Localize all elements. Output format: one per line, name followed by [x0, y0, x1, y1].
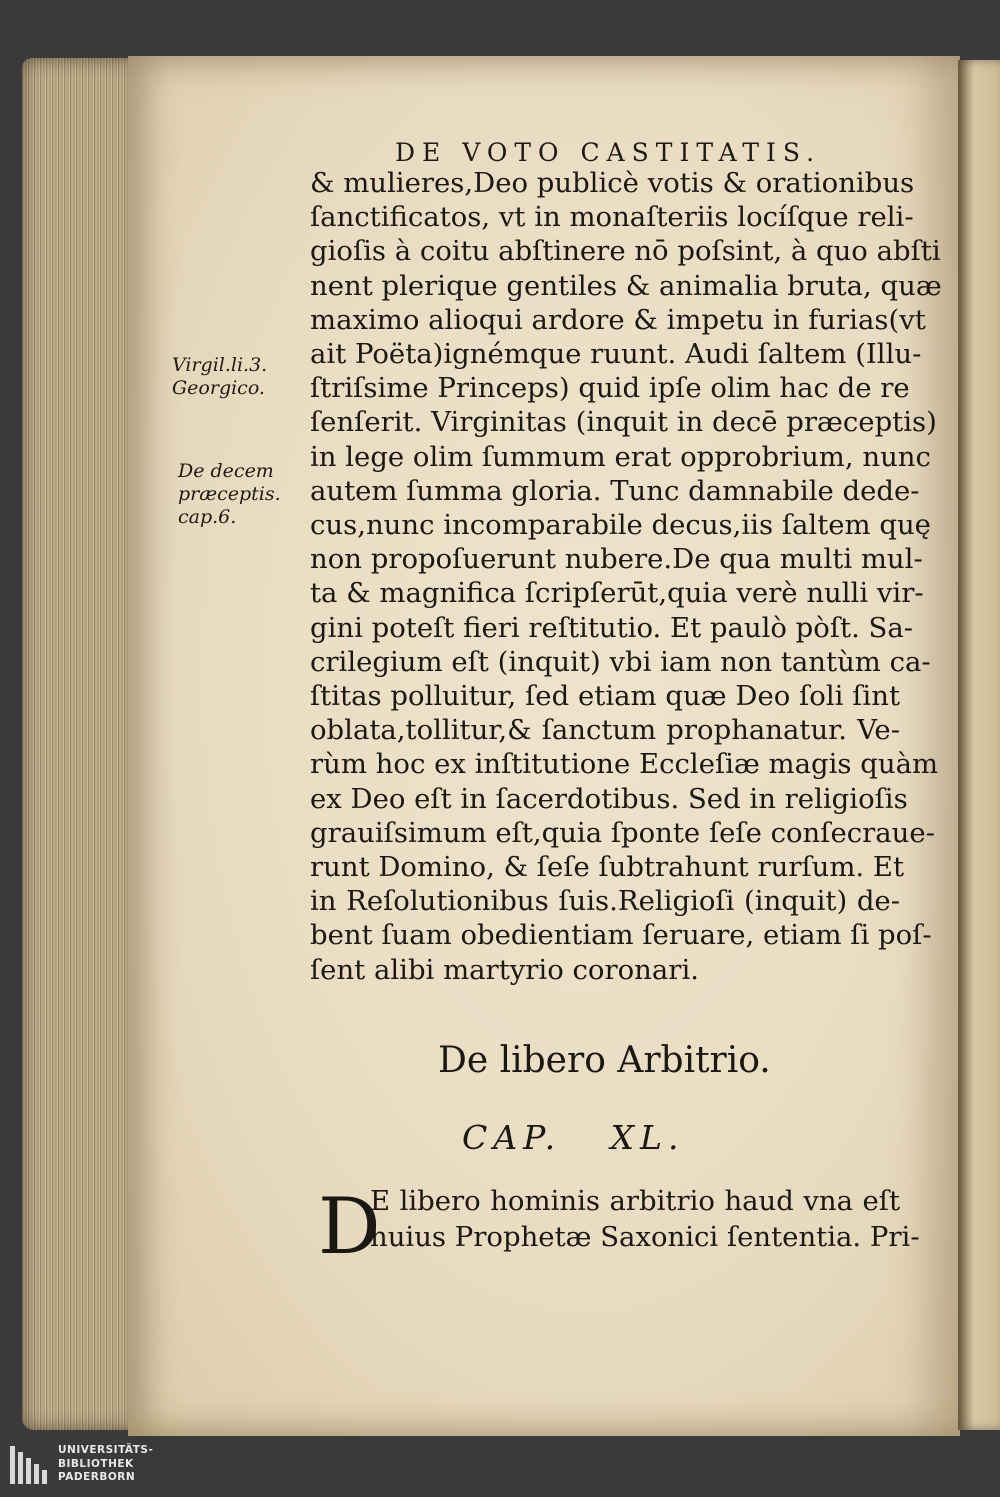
body-line: autem ſumma gloria. Tunc damnabile dede-: [310, 474, 920, 507]
logo-line: UNIVERSITÄTS-: [58, 1444, 154, 1456]
body-line: crilegium eſt (inquit) vbi iam non tantùm ca-: [310, 645, 931, 678]
margin-note-line: De decem: [178, 460, 274, 482]
library-logo-text: [58, 1444, 153, 1485]
body-line: non propoſuerunt nubere.De qua multi mul-: [310, 543, 923, 576]
body-line: rùm hoc ex inſtitutione Eccleſiæ magis quàm: [310, 748, 939, 781]
margin-note-line: cap.6.: [178, 506, 237, 528]
body-line: ait Poëta)ignémque ruunt. Audi ſaltem (Illu-: [310, 338, 922, 371]
body-line: bent ſuam obedientiam ſeruare, etiam ſi poſ-: [310, 919, 932, 952]
body-line: ſtitas polluitur, ſed etiam quæ Deo ſoli ſint: [310, 680, 900, 713]
body-line: oblata,tollitur,& ſanctum prophanatur. Ve-: [310, 714, 900, 747]
body-text: [310, 166, 942, 987]
logo-line: BIBLIOTHEK: [58, 1457, 134, 1470]
body-line: ſanctificatos, vt in monaſteriis locíſque reli-: [310, 201, 914, 234]
body-line: ex Deo eſt in ſacerdotibus. Sed in religioſis: [310, 782, 908, 815]
body-line: & mulieres,Deo publicè votis & orationibus: [310, 167, 915, 199]
body-line: runt Domino, & ſeſe ſubtrahunt rurſum. Et: [310, 851, 905, 884]
chapter-number: CAP. XL.: [462, 1118, 685, 1157]
margin-note-line: præceptis.: [178, 483, 281, 505]
library-logo-icon: [8, 1444, 52, 1486]
body-line: ta & magnifica ſcripſerūt,quia verè nulli vir-: [310, 577, 924, 610]
margin-note-line: Georgico.: [172, 377, 265, 399]
body-line: ſtriſsime Princeps) quid ipſe olim hac de re: [310, 372, 910, 405]
body-line: gini poteſt fieri reſtitutio. Et paulò pòſt. Sa-: [310, 611, 914, 644]
chapter-title: De libero Arbitrio.: [438, 1040, 771, 1081]
margin-note-line: Virgil.li.3.: [172, 354, 268, 376]
drop-cap: D: [318, 1182, 381, 1272]
body-line: gioſis à coitu abſtinere nō poſsint, à quo abſti: [310, 235, 941, 268]
running-head: DE VOTO CASTITATIS.: [395, 138, 822, 167]
body-line: ſenſerit. Virginitas (inquit in decē præceptis): [310, 406, 937, 439]
opening-line: huius Prophetæ Saxonici ſententia. Pri-: [370, 1221, 920, 1253]
library-logo: [8, 1442, 168, 1488]
body-line: cus,nunc incomparabile decus,iis ſaltem quę: [310, 509, 931, 542]
facing-page-edge: [958, 60, 1000, 1430]
opening-line: E libero hominis arbitrio haud vna eſt: [370, 1185, 900, 1217]
chapter-opening: [370, 1183, 920, 1255]
book-page-edge: [22, 58, 140, 1430]
margin-note-virgil: [172, 354, 267, 400]
logo-line: PADERBORN: [58, 1471, 136, 1483]
body-line: maximo alioqui ardore & impetu in furias(vt: [310, 303, 926, 336]
body-line: grauiſsimum eſt,quia ſponte ſeſe conſecraue-: [310, 816, 935, 849]
body-line: ſent alibi martyrio coronari.: [310, 953, 699, 986]
body-line: in lege olim ſummum erat opprobrium, nunc: [310, 440, 931, 473]
margin-note-decem: [178, 460, 281, 529]
body-line: nent plerique gentiles & animalia bruta, quæ: [310, 269, 942, 302]
body-line: in Reſolutionibus ſuis.Religioſi (inquit) de-: [310, 885, 900, 918]
